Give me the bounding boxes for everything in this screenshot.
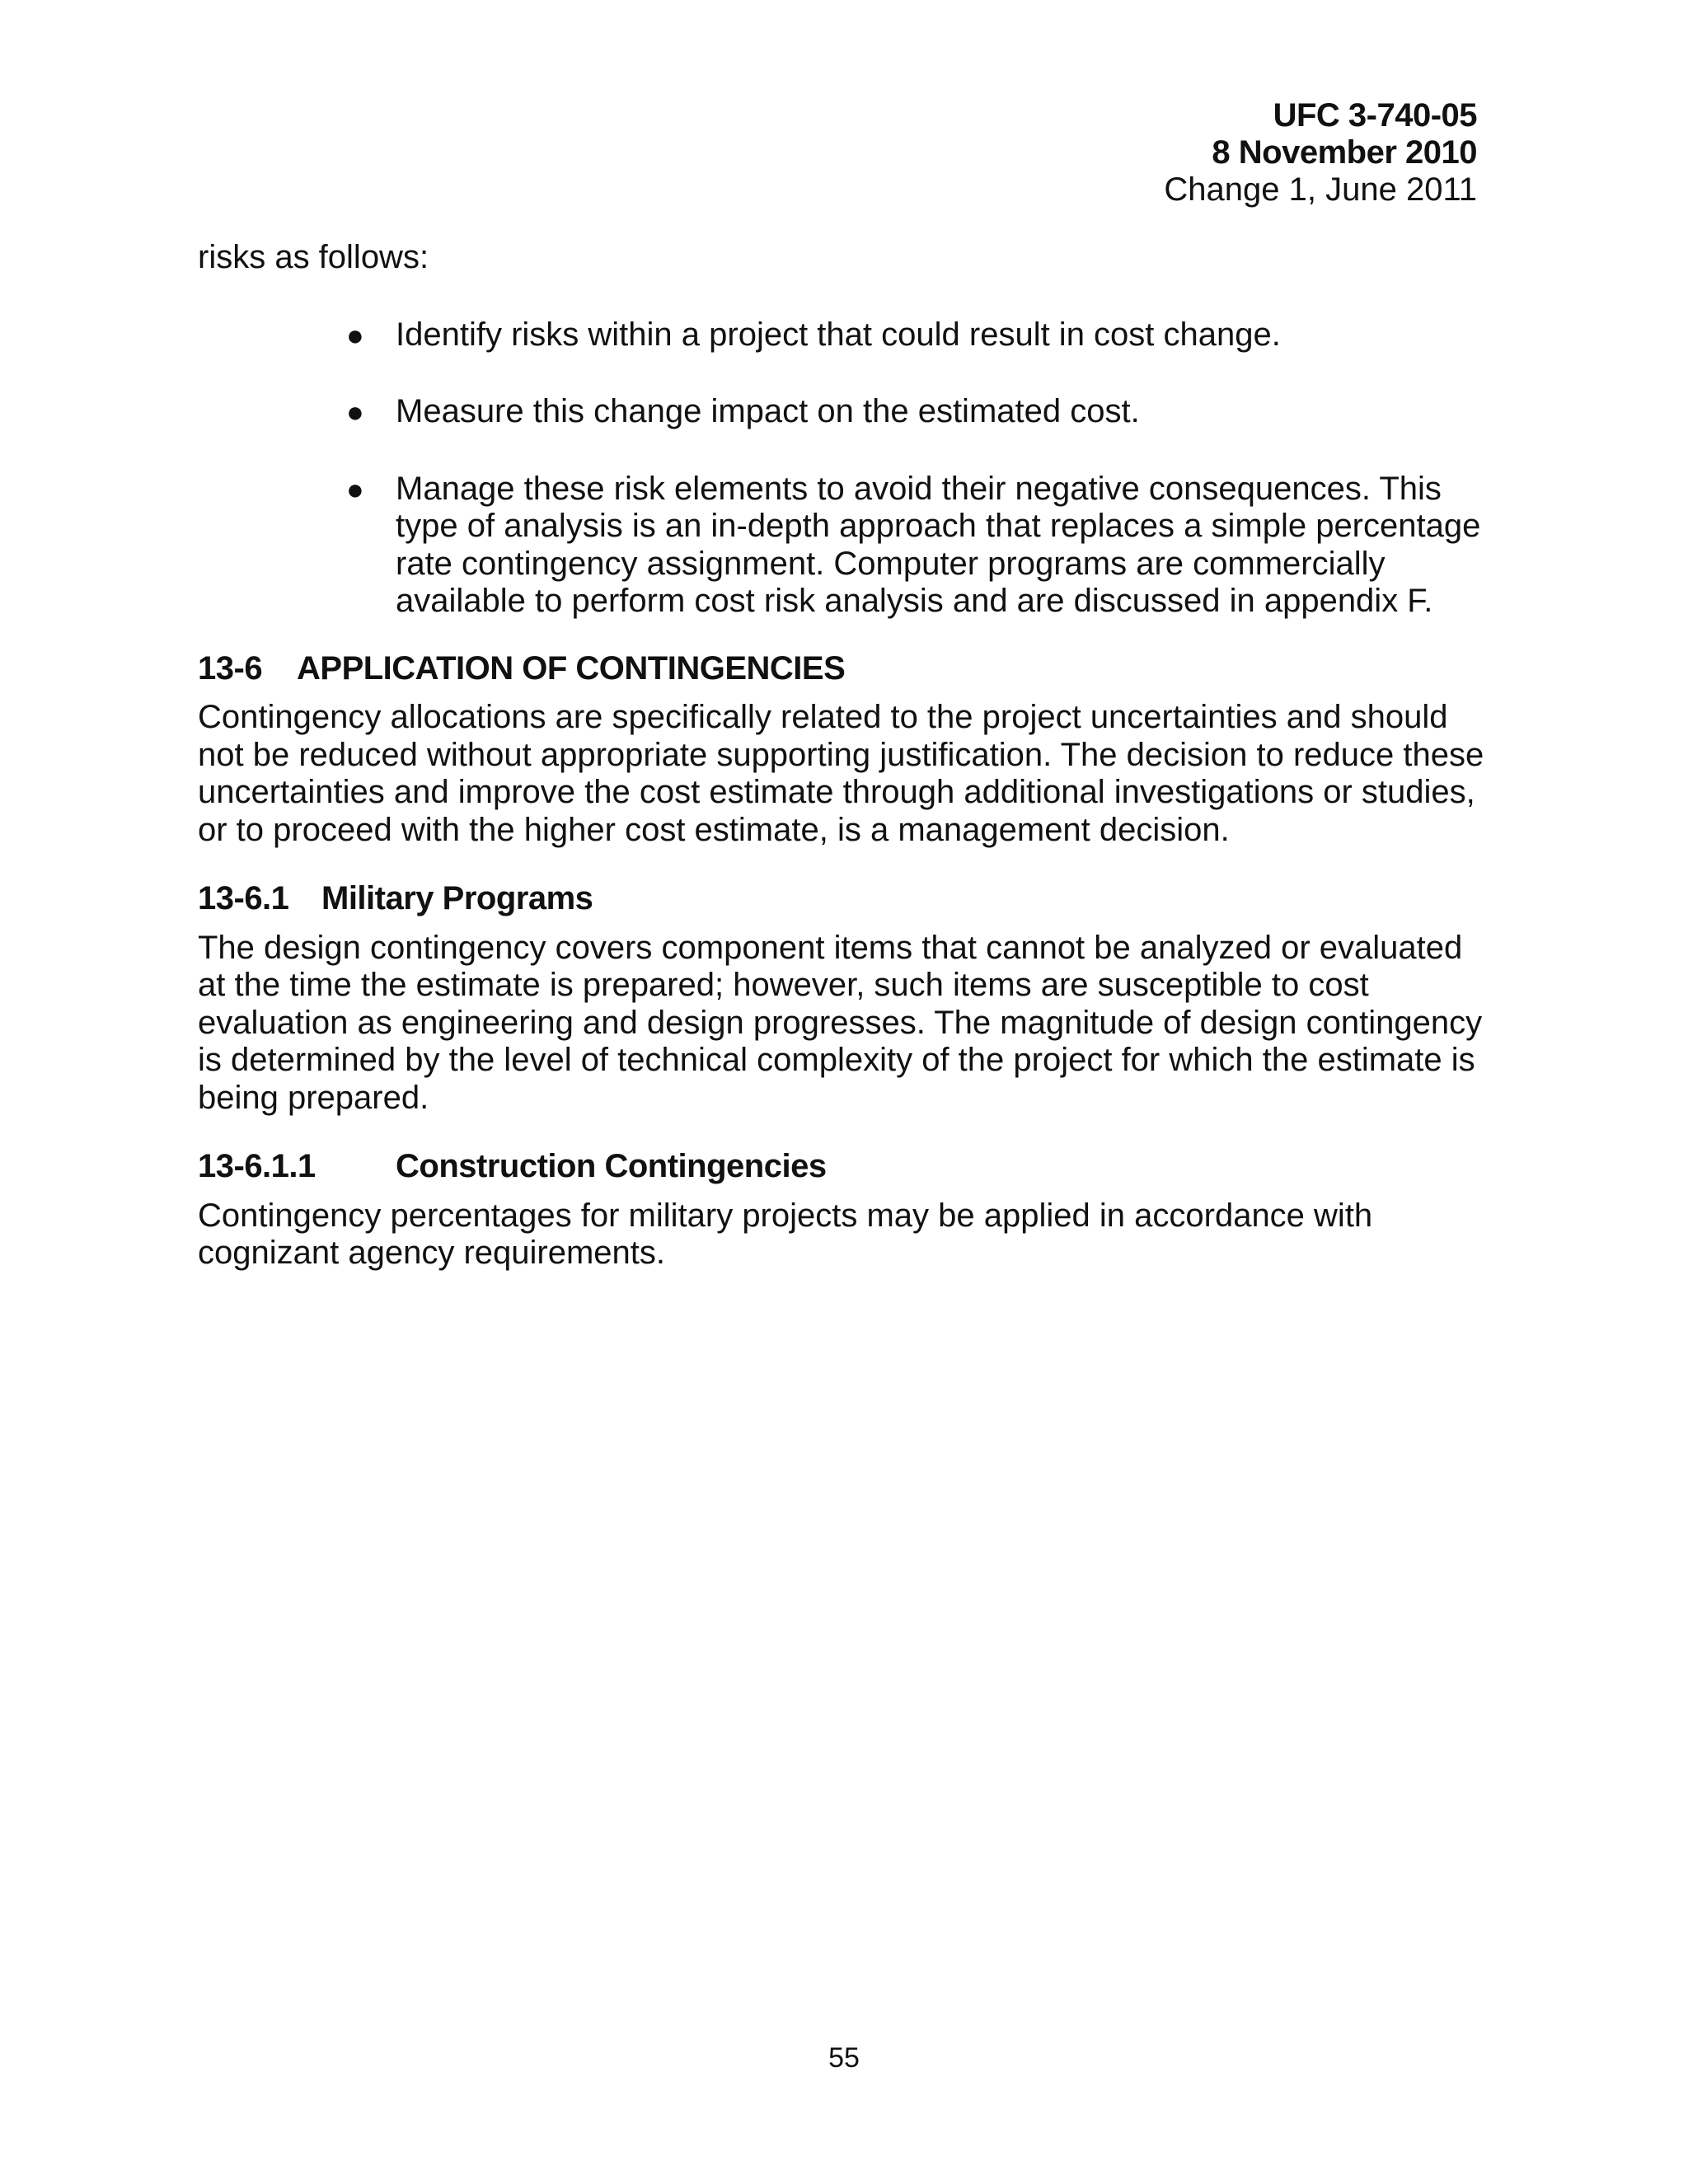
section-paragraph: The design contingency covers component items that cannot be analyzed or evaluated at the time the estimate is prepared; however, such items are susceptible to cost evaluation as engineering and design progresses. The magnitude of design contingency is determined by the level of technical complexity of the project for which the estimate is being prepared. xyxy=(198,929,1483,1116)
bullet-icon: ● xyxy=(346,395,364,429)
subsubsection-heading xyxy=(198,1148,1492,1186)
section-number: 13-6.1.1 xyxy=(198,1148,316,1184)
section-title: Construction Contingencies xyxy=(396,1148,827,1184)
section-number: 13-6.1 xyxy=(198,880,289,916)
list-item-text: Measure this change impact on the estimated cost. xyxy=(396,393,1140,429)
section-heading xyxy=(198,650,1492,688)
document-change-note: Change 1, June 2011 xyxy=(1164,171,1477,208)
list-item xyxy=(198,316,1492,354)
section-title: APPLICATION OF CONTINGENCIES xyxy=(297,649,846,687)
bullet-icon: ● xyxy=(346,471,364,506)
list-item-text: Manage these risk elements to avoid their negative consequences. This type of analysis is an in-depth approach that replaces a simple percentage rate contingency assignment. Computer programs are commercially available to perform cost risk analysis and are discussed in appendix F. xyxy=(396,470,1481,619)
list-item-text: Identify risks within a project that could result in cost change. xyxy=(396,316,1281,353)
page-body xyxy=(198,239,1492,1304)
section-number: 13-6 xyxy=(198,649,263,687)
risk-steps-list xyxy=(198,316,1492,621)
subsection-heading xyxy=(198,880,1492,918)
document-id: UFC 3-740-05 xyxy=(1273,97,1477,134)
intro-text: risks as follows: xyxy=(198,239,429,275)
section-paragraph: Contingency percentages for military projects may be applied in accordance with cognizant agency requirements. xyxy=(198,1197,1373,1271)
section-title: Military Programs xyxy=(321,880,593,916)
document-date: 8 November 2010 xyxy=(1212,134,1477,171)
list-item xyxy=(198,471,1492,621)
list-item xyxy=(198,393,1492,431)
page-number: 55 xyxy=(828,2042,860,2074)
page-header xyxy=(1164,97,1477,209)
section-paragraph: Contingency allocations are specifically related to the project uncertainties and should not be reduced without appropriate supporting justification. The decision to reduce these uncertainties and improve the cost estimate through additional investigations or studies, or to proceed with the higher cost estimate, is a management decision. xyxy=(198,699,1484,848)
bullet-icon: ● xyxy=(346,317,364,352)
